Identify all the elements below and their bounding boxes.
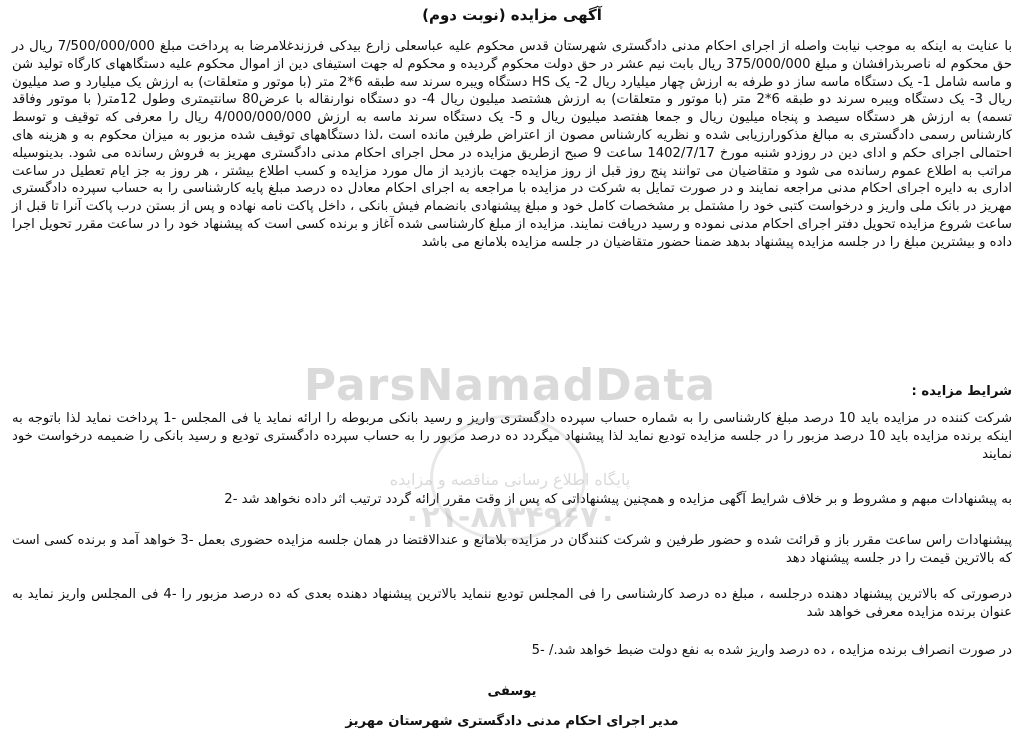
watermark-phone: ۰۲۱-۸۸۳۴۹۶۷۰: [403, 500, 617, 535]
conditions-heading: شرایط مزایده :: [911, 384, 1012, 399]
condition-item-1: شرکت کننده در مزایده باید 10 درصد مبلغ کارشناسی را به شماره حساب سپرده دادگستری واریز و رسید بانکی مربوطه را ارائه نماید یا فی المجلس -1 پرداخت نماید لذا باتوجه به اینکه برنده مزایده باید 10 درصد مزبور را در جلسه مزایده تودیع نماید لذا پیشنهاد میگردد ده درصد مزبور را به حساب سپرده دادگستری تودیع و رسید بانکی را ضمیمه درخواست خود نمایند: [12, 411, 1013, 462]
signature-title: مدیر اجرای احکام مدنی دادگستری شهرستان مهریز: [345, 714, 679, 729]
notice-intro-paragraph: با عنایت به اینکه به موجب نیابت واصله از اجرای احکام مدنی دادگستری شهرستان قدس محکوم علیه عباسعلی زارع بیدکی فرزندغلامرضا به پرداخت مبلغ 7/500/000/000 ریال در حق محکوم له ناصربذرافشان و مبلغ 375/000/000 ریال بابت نیم عشر در حق دولت محکوم گردیده و محکوم له جهت استیفای دین از اموال محکوم علیه دستگاههای کارگاه تولید شن و ماسه شامل 1- یک دستگاه ماسه ساز دو طرفه به ارزش چهار میلیارد ریال 2- یک HS دستگاه ویبره سرند سه طبقه 6*2 متر (با موتور و متعلقات) به ارزش یک میلیارد و صد میلیون ریال 3- یک دستگاه ویبره سرند دو طبقه 6*2 متر (با موتور و متعلقات) به ارزش هشتصد میلیون ریال 4- دو دستگاه نوارنقاله با عرض80 سانتیمتری وطول 12متر( با موتور وفاقد تسمه) به ارزش هر دستگاه سیصد و پنجاه میلیون ریال و جمعا هفتصد میلیون ریال و 5- یک دستگاه سرند ماسه به ارزش 4/000/000/000 ریال را معرفی که توقیف و توسط کارشناس رسمی دادگستری به مبالغ مذکورارزیابی شده و نظریه کارشناس مصون از اعتراض طرفین مانده است ،لذا دستگاههای توقیف شده مزبور به میزان محکوم به و هزینه های احتمالی اجرای حکم و ادای دین در روزدو شنبه مورخ 1402/7/17 ساعت 9 صبح ازطریق مزایده در محل اجرای احکام مدنی دادگستری مهریز به فروش رسانده می شود. بدینوسیله مراتب به اطلاع عموم رسانده می شود و متقاضیان می توانند پنج روز قبل از روز مزایده جهت بازدید از مال مورد مزایده و کسب اطلاع بیشتر ، هر روز به جز ایام تعطیل در ساعت اداری به دایره اجرای احکام مدنی مراجعه نمایند و در صورت تمایل به شرکت در مزایده با مراجعه به اجرای احکام معادل ده درصد مبلغ پایه کارشناسی را به حساب سپرده دادگستری مهریز در بانک ملی واریز و درخواست کتبی خود را مشتمل بر مشخصات کامل خود و مبلغ پیشنهادی بانضمام فیش بانکی ، داخل پاکت نامه نهاده و پس از بستن درب پاکت آنرا تا قبل از ساعت شروع مزایده تحویل دفتر اجرای احکام مدنی نموده و رسید دریافت نمایند. مزایده از مبلغ کارشناسی شده آغاز و برنده کسی است که پیشنهاد خود را در ساعت مقرر تحویل اجرا داده و بیشترین مبلغ را در جلسه مزایده پیشنهاد بدهد ضمنا حضور متقاضیان در جلسه مزایده بلامانع می باشد: [12, 39, 1013, 250]
condition-item-4: درصورتی که بالاترین پیشنهاد دهنده درجلسه ، مبلغ ده درصد کارشناسی را فی المجلس تودیع ننماید بالاترین پیشنهاد دهنده بعدی که ده درصد مزبور را -4 فی المجلس واریز نماید به عنوان برنده مزایده معرفی خواهد شد: [12, 587, 1012, 620]
signature-name: یوسفی: [487, 684, 537, 699]
notice-title: آگهی مزایده (نوبت دوم): [422, 6, 602, 24]
watermark-brand: ParsNamadData: [303, 360, 717, 411]
condition-item-5: در صورت انصراف برنده مزایده ، ده درصد واریز شده به نفع دولت ضبط خواهد شد./ -5: [531, 643, 1012, 658]
condition-item-3: پیشنهادات راس ساعت مقرر باز و قرائت شده و حضور طرفین و شرکت کنندگان در مزایده بلامانع و عندالاقتضا در همان جلسه مزایده حضوری بعمل -3 خواهد آمد و برنده کسی است که بالاترین قیمت را در جلسه پیشنهاد دهد: [12, 533, 1012, 566]
watermark-subtitle: پایگاه اطلاع رسانی مناقصه و مزایده: [389, 470, 631, 489]
condition-item-2: به پیشنهادات مبهم و مشروط و بر خلاف شرایط آگهی مزایده و همچنین پیشنهاداتی که پس از وقت مقرر ارائه گردد ترتیب اثر داده نخواهد شد -2: [224, 492, 1012, 507]
